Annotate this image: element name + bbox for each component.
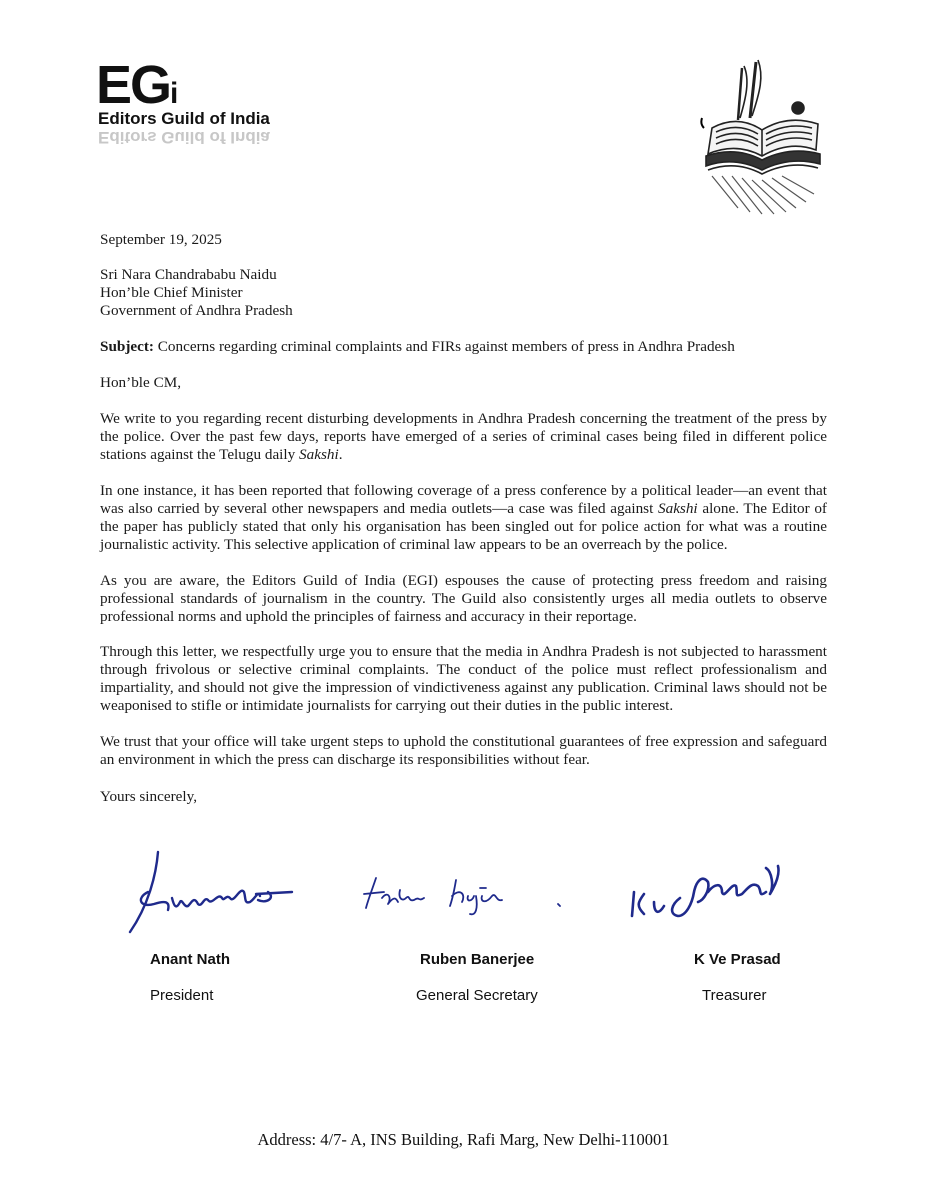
body-paragraph-4: Through this letter, we respectfully urge you to ensure that the media in Andhra Pradesh is not subjected to harassment through frivolous or selective criminal complaints. The conduct of the police must reflect professionalism and impartiality, and should not give the impression of vindictiveness against any publication. Criminal laws should not be weaponised to stifle or intimidate journalists for carrying out their duties in the public interest.: [100, 643, 827, 714]
body-paragraph-3: As you are aware, the Editors Guild of India (EGI) espouses the cause of protecting press freedom and raising professional standards of journalism in the country. The Guild also consistently urges all media outlets to observe professional norms and uphold the principles of fairness and accuracy in their reportage.: [100, 572, 827, 625]
footer-address: Address: 4/7- A, INS Building, Rafi Marg, New Delhi-110001: [257, 1130, 670, 1149]
logo-reflection: Editors Guild of India: [98, 128, 270, 147]
logo-org-name: Editors Guild of India: [98, 109, 270, 128]
signatory-role-2: General Secretary: [416, 987, 538, 1004]
signatory-name-1: Anant Nath: [150, 951, 230, 968]
recipient-name: Sri Nara Chandrababu Naidu: [100, 266, 277, 283]
subject-text: Concerns regarding criminal complaints and FIRs against members of press in Andhra Pradesh: [154, 338, 735, 355]
book-quill-icon: [698, 58, 828, 216]
signatory-role-3: Treasurer: [702, 987, 767, 1004]
body-paragraph-5: We trust that your office will take urgent steps to uphold the constitutional guarantees of free expression and safeguard an environment in which the press can discharge its responsibilities without fear.: [100, 733, 827, 768]
subject-label: Subject:: [100, 338, 154, 355]
signatory-name-2: Ruben Banerjee: [420, 951, 535, 968]
signature-ruben-banerjee: [362, 868, 572, 918]
signature-k-ve-prasad: [624, 852, 789, 924]
signatory-role-1: President: [150, 987, 214, 1004]
signatory-name-3: K Ve Prasad: [694, 951, 781, 968]
egi-logo: [96, 55, 296, 158]
letter-date: September 19, 2025: [100, 231, 222, 248]
body-paragraph-2: In one instance, it has been reported that following coverage of a press conference by a political leader—an event that was also carried by several other newspapers and media outlets—a case was filed against Sakshi alone. The Editor of the paper has publicly stated that only his organisation has been singled out for police action for what was a routine journalistic activity. This selective application of criminal law appears to be an overreach by the police.: [100, 482, 827, 553]
closing: Yours sincerely,: [100, 788, 198, 805]
logo-mark: EGi: [96, 55, 179, 115]
recipient-title: Hon’ble Chief Minister: [100, 284, 243, 301]
salutation: Hon’ble CM,: [100, 374, 181, 391]
body-paragraph-1: We write to you regarding recent disturbing developments in Andhra Pradesh concerning the treatment of the press by the police. Over the past few days, reports have emerged of a series of criminal cases being filed in different police stations against the Telugu daily Sakshi.: [100, 410, 827, 463]
recipient-office: Government of Andhra Pradesh: [100, 302, 293, 319]
subject-line: [100, 338, 735, 356]
signature-anant-nath: [126, 846, 301, 938]
